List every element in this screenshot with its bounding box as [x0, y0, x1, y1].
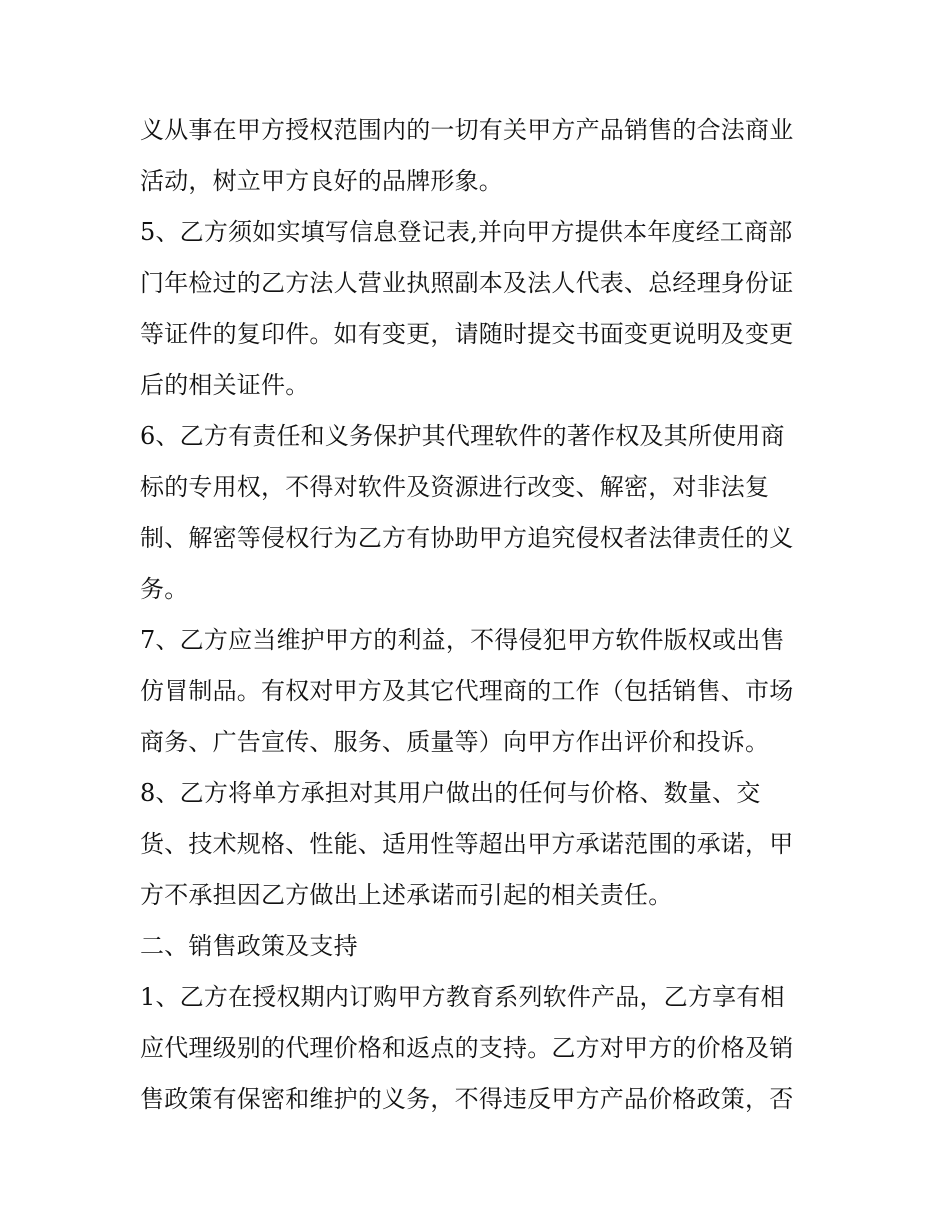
- text-line: 方不承担因乙方做出上述承诺而引起的相关责任。: [140, 881, 673, 909]
- text-line: 应代理级别的代理价格和返点的支持。乙方对甲方的价格及销: [140, 1034, 794, 1062]
- text-line: 标的专用权，不得对软件及资源进行改变、解密，对非法复: [140, 473, 770, 501]
- clause-8-text: 8、乙方将单方承担对其用户做出的任何与价格、数量、交: [140, 779, 761, 807]
- text-line: 制、解密等侵权行为乙方有协助甲方追究侵权者法律责任的义: [140, 524, 794, 552]
- text-line: 货、技术规格、性能、适用性等超出甲方承诺范围的承诺，甲: [140, 830, 794, 858]
- clause-7-text: 7、乙方应当维护甲方的利益，不得侵犯甲方软件版权或出售: [140, 626, 785, 654]
- section-heading: 二、销售政策及支持: [140, 932, 358, 960]
- text-line: 务。: [140, 575, 189, 603]
- text-line: 义从事在甲方授权范围内的一切有关甲方产品销售的合法商业: [140, 116, 794, 144]
- text-line: 等证件的复印件。如有变更，请随时提交书面变更说明及变更: [140, 320, 794, 348]
- text-line: 仿冒制品。有权对甲方及其它代理商的工作（包括销售、市场: [140, 677, 794, 705]
- clause-5-text: 5、乙方须如实填写信息登记表,并向甲方提供本年度经工商部: [140, 218, 793, 246]
- text-line: 活动，树立甲方良好的品牌形象。: [140, 167, 503, 195]
- text-line: 后的相关证件。: [140, 371, 310, 399]
- clause-1-text: 1、乙方在授权期内订购甲方教育系列软件产品，乙方享有相: [140, 983, 785, 1011]
- clause-6-text: 6、乙方有责任和义务保护其代理软件的著作权及其所使用商: [140, 422, 785, 450]
- text-line: 门年检过的乙方法人营业执照副本及法人代表、总经理身份证: [140, 269, 794, 297]
- text-line: 售政策有保密和维护的义务，不得违反甲方产品价格政策，否: [140, 1085, 794, 1113]
- text-line: 商务、广告宣传、服务、质量等）向甲方作出评价和投诉。: [140, 728, 770, 756]
